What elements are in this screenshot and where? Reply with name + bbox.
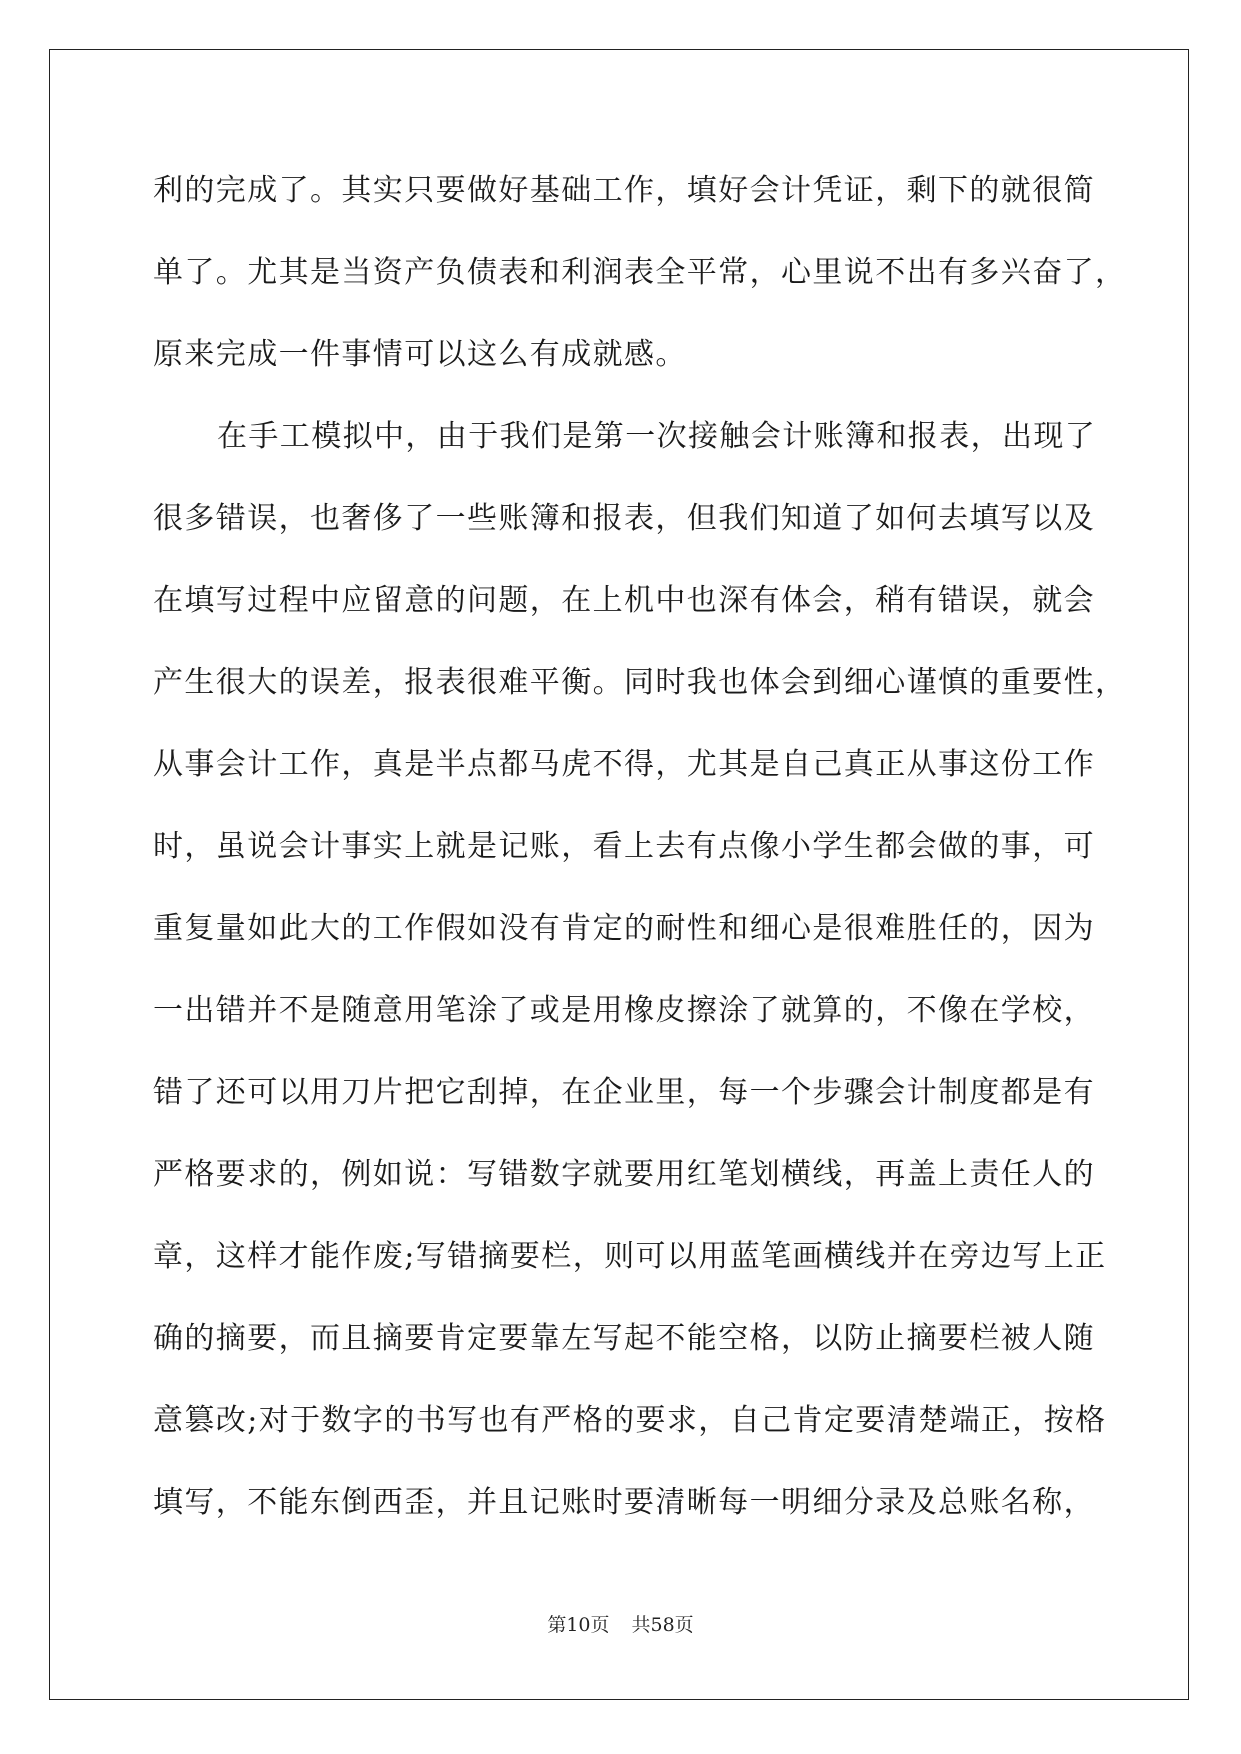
text-line: 错了还可以用刀片把它刮掉，在企业里，每一个步骤会计制度都是有 <box>153 1075 1095 1110</box>
text-line: 填写，不能东倒西歪，并且记账时要清晰每一明细分录及总账名称， <box>153 1485 1095 1520</box>
text-line: 很多错误，也奢侈了一些账簿和报表，但我们知道了如何去填写以及 <box>153 501 1095 536</box>
page-footer <box>0 1610 1241 1637</box>
text-line: 时，虽说会计事实上就是记账，看上去有点像小学生都会做的事，可 <box>153 829 1095 864</box>
text-line: 章，这样才能作废;写错摘要栏，则可以用蓝笔画横线并在旁边写上正 <box>153 1239 1107 1274</box>
text-line: 意篡改;对于数字的书写也有严格的要求，自己肯定要清楚端正，按格 <box>153 1403 1107 1438</box>
text-line: 利的完成了。其实只要做好基础工作，填好会计凭证，剩下的就很简 <box>153 173 1095 208</box>
paragraph-start-line: 在手工模拟中，由于我们是第一次接触会计账簿和报表，出现了 <box>217 419 1097 454</box>
text-line: 原来完成一件事情可以这么有成就感。 <box>153 337 687 372</box>
text-line: 在填写过程中应留意的问题，在上机中也深有体会，稍有错误，就会 <box>153 583 1095 618</box>
text-line: 从事会计工作，真是半点都马虎不得，尤其是自己真正从事这份工作 <box>153 747 1095 782</box>
text-line: 产生很大的误差，报表很难平衡。同时我也体会到细心谨慎的重要性， <box>153 665 1127 700</box>
text-line: 重复量如此大的工作假如没有肯定的耐性和细心是很难胜任的，因为 <box>153 911 1095 946</box>
text-line: 单了。尤其是当资产负债表和利润表全平常，心里说不出有多兴奋了， <box>153 255 1127 290</box>
document-body <box>153 166 1127 1560</box>
page-total: 共58页 <box>631 1614 694 1636</box>
text-line: 一出错并不是随意用笔涂了或是用橡皮擦涂了就算的，不像在学校， <box>153 993 1095 1028</box>
text-line: 确的摘要，而且摘要肯定要靠左写起不能空格，以防止摘要栏被人随 <box>153 1321 1095 1356</box>
page-number: 第10页 <box>547 1614 610 1636</box>
text-line: 严格要求的，例如说：写错数字就要用红笔划横线，再盖上责任人的 <box>153 1157 1095 1192</box>
